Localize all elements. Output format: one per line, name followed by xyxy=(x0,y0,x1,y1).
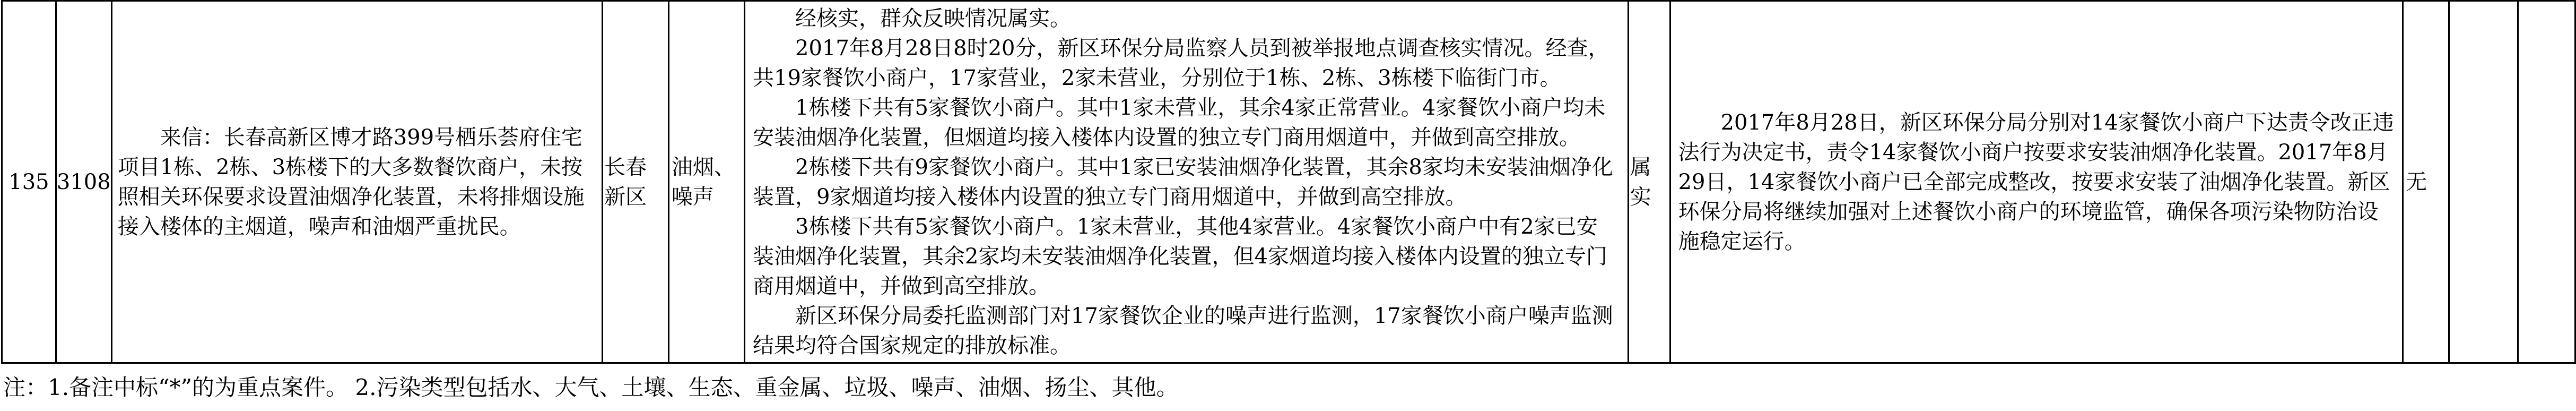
pollution-type-cell xyxy=(668,1,744,363)
investigation-paragraph: 2017年8月28日8时20分，新区环保分局监察人员到被举报地点调查核实情况。经查，共19家餐饮小商户，17家营业，2家未营业，分别位于1栋、2栋、3栋楼下临街门市。 xyxy=(753,36,1609,90)
pollution-type-text: 油烟、噪声 xyxy=(671,155,735,209)
accountability-text: 无 xyxy=(2406,169,2427,194)
handling-cell xyxy=(1670,1,2403,363)
remarks-cell xyxy=(2449,1,2518,363)
district-text: 长春新区 xyxy=(604,155,647,209)
verdict-text: 属实 xyxy=(1630,155,1651,209)
extra-text xyxy=(2519,179,2574,185)
investigation-paragraph: 3栋楼下共有5家餐饮小商户。1家未营业，其他4家营业。4家餐饮小商户中有2家已安装油烟净化装置，其余2家均未安装油烟净化装置，但4家烟道均接入楼体内设置的独立专门商用烟道中，并做到高空排放。 xyxy=(753,214,1607,298)
case-id-cell xyxy=(56,1,111,363)
investigation-paragraph: 2栋楼下共有9家餐饮小商户。其中1家已安装油烟净化装置，其余8家均未安装油烟净化装置，9家烟道均接入楼体内设置的独立专门商用烟道中，并做到高空排放。 xyxy=(753,155,1613,209)
complaint-table xyxy=(1,0,2576,364)
row-index-cell xyxy=(2,1,56,363)
investigation-paragraph: 1栋楼下共有5家餐饮小商户。其中1家未营业，其余4家正常营业。4家餐饮小商户均未安装油烟净化装置，但烟道均接入楼体内设置的独立专门商用烟道中，并做到高空排放。 xyxy=(753,95,1606,150)
investigation-paragraph: 经核实，群众反映情况属实。 xyxy=(795,6,1072,31)
handling-text: 2017年8月28日，新区环保分局分别对14家餐饮小商户下达责令改正违法行为决定书，责令14家餐饮小商户按要求安装油烟净化装置。2017年8月29日，14家餐饮小商户已全部完成整改，按要求安装了油烟净化装置。新区环保分局将继续加强对上述餐饮小商户的环境监管，确保各项污染物防治设施稳定运行。 xyxy=(1678,110,2394,254)
accountability-cell xyxy=(2403,1,2449,363)
table-row xyxy=(2,1,2575,363)
complaint-text: 来信：长春高新区博才路399号栖乐荟府住宅项目1栋、2栋、3栋楼下的大多数餐饮商户，未按照相关环保要求设置油烟净化装置，未将排烟设施接入楼体的主烟道，噪声和油烟严重扰民。 xyxy=(117,125,585,239)
investigation-cell xyxy=(745,1,1629,363)
investigation-paragraph: 新区环保分局委托监测部门对17家餐饮企业的噪声进行监测，17家餐饮小商户噪声监测结果均符合国家规定的排放标准。 xyxy=(753,303,1613,358)
verdict-cell xyxy=(1628,1,1670,363)
district-cell xyxy=(603,1,669,363)
footer-note: 注：1.备注中标“*”的为重点案件。 2.污染类型包括水、大气、土壤、生态、重金属、垃圾、噪声、油烟、扬尘、其他。 xyxy=(3,374,1179,400)
remarks-text xyxy=(2450,179,2517,185)
case-id: 3108 xyxy=(56,169,111,194)
complaint-cell xyxy=(111,1,602,363)
extra-cell xyxy=(2518,1,2575,363)
row-index: 135 xyxy=(8,169,49,194)
